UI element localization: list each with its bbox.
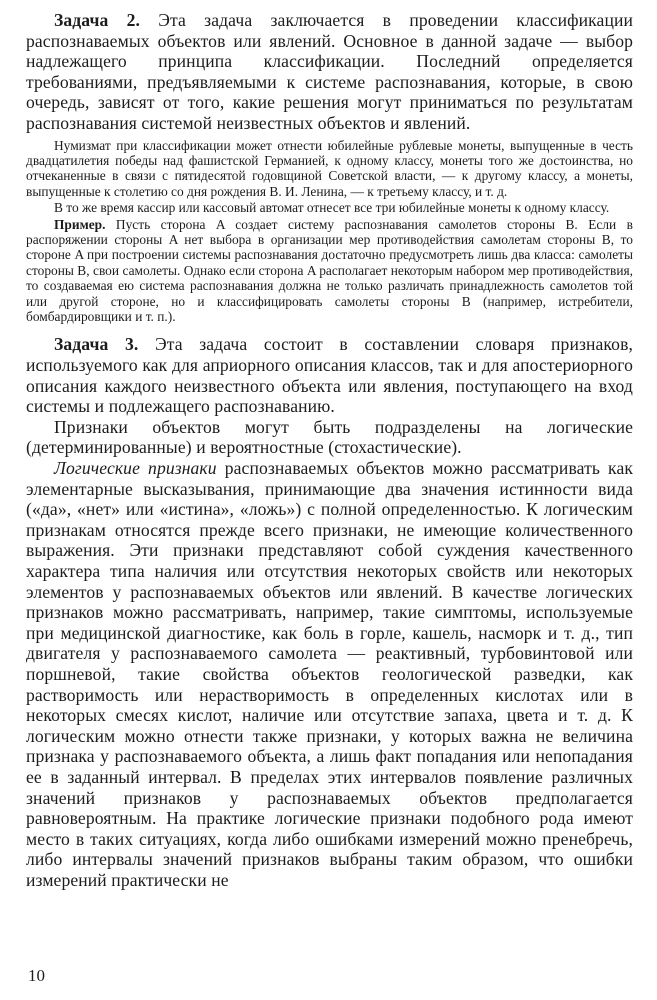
task3-text: Эта задача состоит в составлении словаря признаков, используемого как для априорного описания классов, так и для апостериорного описания каждого неизвестного объекта или явления, поступающего на вход системы и подлежащего распознаванию. [26,334,633,417]
numismatic-paragraph: Нумизмат при классификации может отнести юбилейные рублевые монеты, выпущенные в честь двадцатилетия победы над фашистской Германией, к одному классу, монеты того же достоинства, но отчеканенные в связи с пятидесятой годовщиной Советской власти, — к другому классу, а монеты, выпущенные к столетию со дня рождения В. И. Ленина, — к третьему классу, и т. д. [26,137,633,199]
task3-heading: Задача 3. [54,334,139,355]
logical-text: распознаваемых объектов можно рассматривать как элементарные высказывания, принимающие два значения истинности вида («да», «нет» или «истина», «ложь») с полной определенностью. К логическим признакам относятся прежде всего признаки, не имеющие количественного выражения. Эти признаки представляют собой суждения качественного характера типа наличия или отсутствия некоторых свойств или некоторых элементов у распознаваемых объектов или явлений. В качестве логических признаков можно рассматривать, например, такие симптомы, используемые при медицинской диагностике, как боль в горле, кашель, насморк и т. д., тип двигателя у распознаваемого самолета — реактивный, турбовинтовой или поршневой, такие свойства объектов геологической разведки, как растворимость или нерастворимость в определенных кислотах или в некоторых смесях кислот, наличие или отсутствие запаха, цвета и т. д. К логическим можно отнести также признаки, у которых важна не величина признака у распознаваемого объекта, а лишь факт попадания или непопадания ее в заданный интервал. В пределах этих интервалов появление различных значений признаков у распознаваемых объектов предполагается равновероятным. На практике логические признаки подобного рода имеют место в таких ситуациях, когда либо ошибками измерений можно пренебречь, либо интервалы значений признаков выбраны таким образом, что ошибки измерений практически не [26,458,633,890]
logical-term: Логические признаки [54,458,217,478]
task2-text: Эта задача заключается в проведении классификации распознаваемых объектов или явлений. Основное в данной задаче — выбор надлежащего принципа классификации. Последний определяется требованиями, предъявляемыми к системе распознавания, которые, в свою очередь, зависят от того, какие решения могут приниматься по результатам распознавания системой неизвестных объектов и явлений. [26,10,633,133]
logical-features-paragraph [26,458,633,890]
cashier-paragraph: В то же время кассир или кассовый автомат отнесет все три юбилейные монеты к одному классу. [54,200,610,216]
example-paragraph [26,217,633,325]
task2-paragraph [26,10,633,134]
task2-heading: Задача 2. [54,10,141,30]
example-label: Пример. [54,216,106,232]
task3-paragraph [26,334,633,416]
example-text: Пусть сторона A создает систему распознавания самолетов стороны B. Если в распоряжении стороны A нет выбора в организации мер противодействия самолетам стороны B, то стороне A при построении системы распознавания достаточно предусмотреть лишь два класса: самолеты стороны B, свои самолеты. Однако если сторона A располагает некоторым набором мер противодействия, то создаваемая ею система распознавания должна не только различать принадлежность самолетов той или другой стороне, но и классифицировать самолеты стороны B (например, истребители, бомбардировщики и т. п.). [26,216,633,325]
page-number: 10 [28,966,45,985]
features-intro-paragraph: Признаки объектов могут быть подразделены на логические (детерминированные) и вероятностные (стохастические). [26,416,633,458]
